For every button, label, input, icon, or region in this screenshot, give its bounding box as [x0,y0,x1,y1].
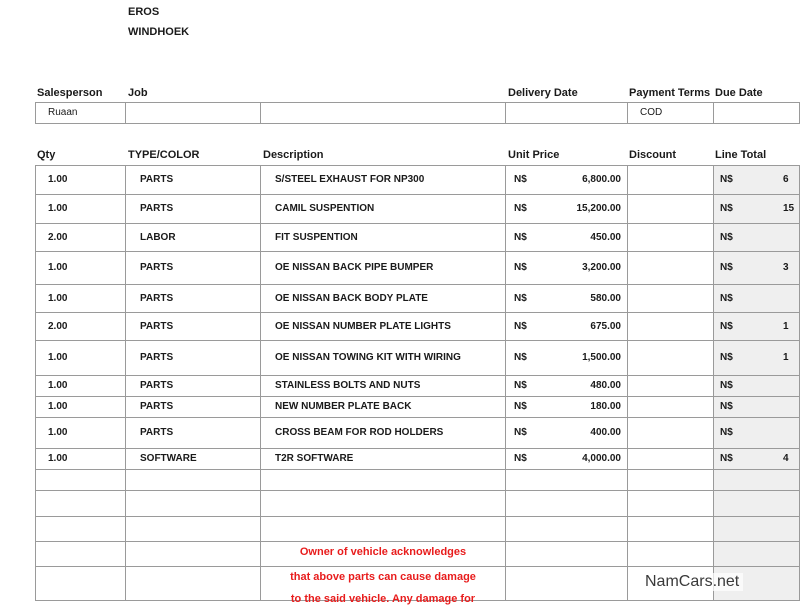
empty-cell [505,469,628,491]
empty-cell [505,566,628,601]
currency-label: N$ [514,174,527,185]
line-total-cell [713,448,800,470]
description-value: CROSS BEAM FOR ROD HOLDERS [275,427,444,438]
empty-cell [125,566,261,601]
currency-label: N$ [514,427,527,438]
currency-label: N$ [720,321,733,332]
empty-cell [713,490,800,517]
empty-cell [713,516,800,542]
empty-cell [505,541,628,567]
discount-cell [627,312,714,341]
discount-cell [627,194,714,224]
empty-cell [125,541,261,567]
line-total-cell [713,312,800,341]
type-cell [125,284,261,313]
currency-label: N$ [514,352,527,363]
line-total-value: 1 [783,321,789,332]
discount-cell [627,223,714,252]
unit-price-value: 180.00 [590,401,621,412]
unit-price-cell [505,417,628,449]
currency-label: N$ [514,293,527,304]
empty-cell [505,490,628,517]
type-value: SOFTWARE [140,453,197,464]
currency-label: N$ [720,427,733,438]
description-cell [260,223,506,252]
unit-price-header: Unit Price [508,149,560,161]
line-total-value: 1 [783,352,789,363]
due-date-header: Due Date [715,87,763,99]
description-header: Description [263,149,324,161]
description-cell [260,284,506,313]
qty-value: 1.00 [48,427,68,438]
qty-value: 1.00 [48,293,68,304]
qty-value: 1.00 [48,352,68,363]
unit-price-cell [505,396,628,418]
currency-label: N$ [720,232,733,243]
currency-label: N$ [514,232,527,243]
qty-cell [35,312,126,341]
job-cell-ext [260,102,506,124]
type-cell [125,375,261,397]
qty-value: 1.00 [48,174,68,185]
type-cell [125,340,261,376]
type-value: PARTS [140,427,174,438]
empty-cell [260,516,506,542]
discount-cell [627,417,714,449]
currency-label: N$ [720,453,733,464]
delivery-date-header: Delivery Date [508,87,578,99]
type-value: PARTS [140,321,174,332]
type-cell [125,448,261,470]
qty-value: 1.00 [48,380,68,391]
salesperson-header: Salesperson [37,87,103,99]
description-value: OE NISSAN TOWING KIT WITH WIRING [275,352,461,363]
description-value: STAINLESS BOLTS AND NUTS [275,380,421,391]
empty-cell [627,469,714,491]
empty-cell [125,516,261,542]
description-cell [260,340,506,376]
empty-cell [627,541,714,567]
currency-label: N$ [514,453,527,464]
currency-label: N$ [720,174,733,185]
description-cell [260,396,506,418]
currency-label: N$ [720,352,733,363]
line-total-header: Line Total [715,149,767,161]
empty-cell [35,490,126,517]
type-cell [125,165,261,195]
due-date-cell [713,102,800,124]
empty-cell [627,490,714,517]
empty-cell [713,541,800,567]
description-value: OE NISSAN NUMBER PLATE LIGHTS [275,321,451,332]
description-cell [260,417,506,449]
currency-label: N$ [720,293,733,304]
type-cell [125,312,261,341]
discount-cell [627,396,714,418]
unit-price-value: 450.00 [590,232,621,243]
type-header: TYPE/COLOR [128,149,200,161]
unit-price-value: 675.00 [590,321,621,332]
description-value: CAMIL SUSPENTION [275,203,375,214]
qty-cell [35,375,126,397]
qty-cell [35,251,126,285]
empty-cell [260,490,506,517]
unit-price-value: 1,500.00 [582,352,621,363]
type-cell [125,417,261,449]
description-cell [260,165,506,195]
currency-label: N$ [720,380,733,391]
unit-price-value: 15,200.00 [576,203,621,214]
discount-cell [627,448,714,470]
empty-cell [35,516,126,542]
type-value: PARTS [140,401,174,412]
notice-line-3: to the said vehicle. Any damage for [290,593,476,605]
unit-price-cell [505,312,628,341]
unit-price-cell [505,194,628,224]
description-cell [260,448,506,470]
empty-cell [713,469,800,491]
qty-cell [35,194,126,224]
qty-cell [35,396,126,418]
qty-value: 1.00 [48,203,68,214]
description-value: S/STEEL EXHAUST FOR NP300 [275,174,425,185]
qty-cell [35,165,126,195]
currency-label: N$ [720,203,733,214]
type-value: PARTS [140,380,174,391]
line-total-cell [713,284,800,313]
qty-cell [35,448,126,470]
unit-price-cell [505,340,628,376]
line-total-cell [713,165,800,195]
description-cell [260,312,506,341]
line-total-cell [713,223,800,252]
empty-cell [260,469,506,491]
line-total-cell [713,396,800,418]
description-cell [260,251,506,285]
line-total-value: 3 [783,262,789,273]
empty-cell [35,566,126,601]
type-cell [125,194,261,224]
empty-cell [627,516,714,542]
qty-value: 1.00 [48,262,68,273]
empty-cell [505,516,628,542]
payment-terms-cell [627,102,714,124]
job-header: Job [128,87,148,99]
unit-price-value: 4,000.00 [582,453,621,464]
qty-header: Qty [37,149,56,161]
job-cell [125,102,261,124]
address-line-2: WINDHOEK [128,26,190,38]
discount-cell [627,340,714,376]
address-line-1: EROS [128,6,160,18]
delivery-date-cell [505,102,628,124]
currency-label: N$ [514,321,527,332]
line-total-cell [713,375,800,397]
unit-price-value: 6,800.00 [582,174,621,185]
empty-cell [35,541,126,567]
payment-terms-value: COD [640,107,663,118]
qty-value: 1.00 [48,401,68,412]
qty-value: 2.00 [48,321,68,332]
type-value: PARTS [140,203,174,214]
description-value: T2R SOFTWARE [275,453,354,464]
description-cell [260,375,506,397]
currency-label: N$ [514,401,527,412]
qty-value: 1.00 [48,453,68,464]
discount-cell [627,165,714,195]
qty-cell [35,284,126,313]
line-total-cell [713,251,800,285]
unit-price-cell [505,165,628,195]
empty-cell [35,469,126,491]
line-total-value: 4 [783,453,789,464]
salesperson-value: Ruaan [48,107,78,118]
unit-price-cell [505,448,628,470]
unit-price-value: 480.00 [590,380,621,391]
qty-cell [35,223,126,252]
type-cell [125,251,261,285]
description-value: OE NISSAN BACK BODY PLATE [275,293,428,304]
unit-price-value: 400.00 [590,427,621,438]
currency-label: N$ [514,262,527,273]
line-total-cell [713,417,800,449]
notice-line-1: Owner of vehicle acknowledges [299,546,467,558]
line-total-cell [713,340,800,376]
type-value: PARTS [140,174,174,185]
unit-price-value: 3,200.00 [582,262,621,273]
type-value: PARTS [140,293,174,304]
description-cell [260,194,506,224]
payment-terms-header: Payment Terms [629,87,711,99]
currency-label: N$ [720,262,733,273]
description-value: FIT SUSPENTION [275,232,358,243]
currency-label: N$ [720,401,733,412]
type-value: PARTS [140,262,174,273]
notice-line-2: that above parts can cause damage [290,571,476,583]
unit-price-cell [505,251,628,285]
discount-cell [627,251,714,285]
qty-cell [35,340,126,376]
unit-price-cell [505,375,628,397]
discount-cell [627,284,714,313]
namcars-watermark: NamCars.net [641,573,743,591]
type-value: PARTS [140,352,174,363]
currency-label: N$ [514,203,527,214]
empty-cell [125,490,261,517]
empty-cell [125,469,261,491]
salesperson-cell [35,102,126,124]
qty-cell [35,417,126,449]
discount-cell [627,375,714,397]
unit-price-value: 580.00 [590,293,621,304]
type-cell [125,396,261,418]
currency-label: N$ [514,380,527,391]
discount-header: Discount [629,149,677,161]
unit-price-cell [505,284,628,313]
type-cell [125,223,261,252]
unit-price-cell [505,223,628,252]
description-value: OE NISSAN BACK PIPE BUMPER [275,262,434,273]
line-total-cell [713,194,800,224]
qty-value: 2.00 [48,232,68,243]
line-total-value: 6 [783,174,789,185]
line-total-value: 15 [783,203,795,214]
description-value: NEW NUMBER PLATE BACK [275,401,412,412]
type-value: LABOR [140,232,176,243]
